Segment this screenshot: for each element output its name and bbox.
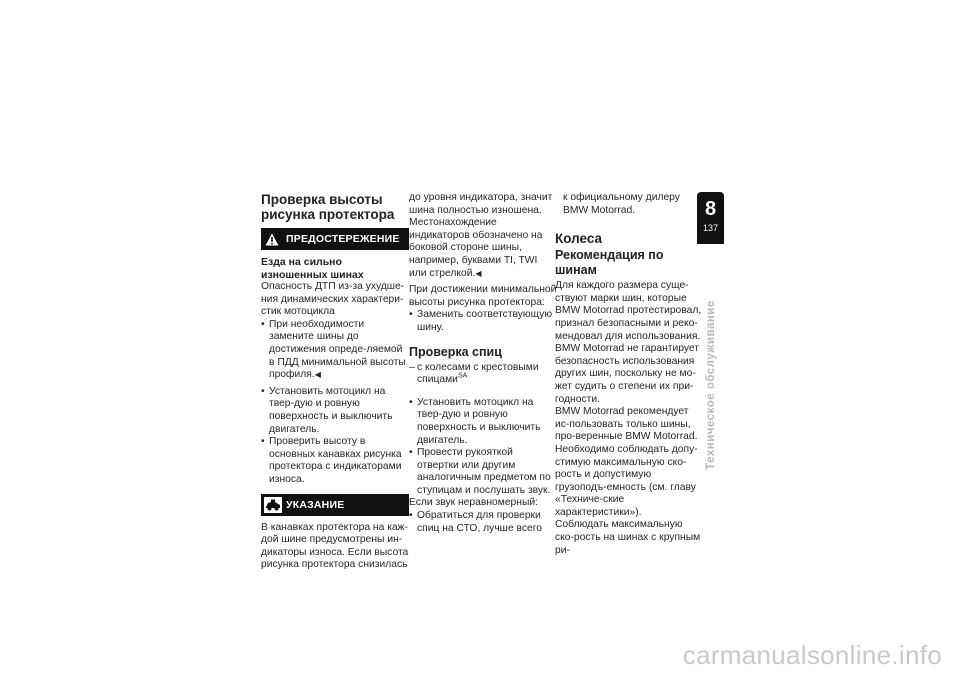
- watermark: carmanualsonline.info: [682, 640, 942, 670]
- chapter-tab: [697, 192, 724, 244]
- paragraph: Соблюдать максимальную ско-рость на шинах с крупным ри-: [555, 519, 701, 556]
- sa-mark: SA: [457, 372, 468, 380]
- paragraph: Необходимо соблюдать допу-стимую максимальную ско-рость и допустимую грузоподъ-емность (см. главу «Техниче-ские характеристики»).: [555, 443, 698, 518]
- list-item: • Провести рукояткой отвертки или другим аналогичным предметом по ступицам и послушать звук.: [409, 447, 557, 497]
- warning-text: Опасность ДТП из-за ухудше-ния динамических характери-стик мотоцикла: [261, 281, 405, 318]
- warning-label: ПРЕДОСТЕРЕЖЕНИЕ: [286, 233, 400, 245]
- column-2: [409, 192, 557, 535]
- list-item: • Установить мотоцикл на твер-дую и ровную поверхность и выключить двигатель.: [409, 397, 557, 447]
- column-1: [261, 192, 409, 572]
- note-car-icon: [264, 497, 282, 513]
- warning-triangle-icon: [261, 228, 283, 250]
- uneven-sound-text: Если звук неравномерный:: [409, 497, 538, 509]
- note-label: УКАЗАНИЕ: [286, 498, 345, 511]
- warning-title: Езда на сильно изношенных шинах: [261, 256, 364, 281]
- list-item: • Обратиться для проверки спиц на СТО, лучше всего: [409, 510, 557, 535]
- page-number: 137: [702, 223, 719, 233]
- warning-banner: [261, 228, 409, 250]
- note-text: В канавках протектора на каж-дой шине предусмотрены ин-дикаторы износа. Если высота рисунка протектора снизилась: [261, 521, 409, 571]
- list-item: • Проверить высоту в основных канавках рисунка протектора с индикаторами износа.: [261, 436, 409, 486]
- subheading-tire-recommendation: Рекомендация по шинам: [555, 248, 664, 278]
- min-tread-text: При достижении минимальной высоты рисунка протектора:: [409, 284, 557, 308]
- spoke-condition: – с колесами с крестовыми спицами$^{SA}$: [409, 362, 557, 387]
- paragraph: BMW Motorrad рекомендует ис-пользовать только шины, про-веренные BMW Motorrad.: [555, 406, 698, 443]
- chapter-number: 8: [704, 198, 717, 220]
- section-heading-spokes: Проверка спиц: [409, 344, 502, 359]
- dealer-text-cont: к официальному дилеру BMW Motorrad.: [563, 192, 680, 216]
- end-mark: ◀: [475, 268, 482, 278]
- note-banner: [261, 494, 409, 516]
- tread-text-cont: до уровня индикатора, значит шина полностью изношена. Местонахождение индикаторов обозначено на боковой стороне шины, например, буквами TI, TWI или стрелкой.◀: [409, 192, 553, 279]
- list-item: • Заменить соответствующую шину.: [409, 309, 557, 334]
- section-heading-wheels: Колеса: [555, 231, 603, 247]
- column-3: [555, 192, 703, 557]
- end-mark: ◀: [314, 370, 321, 380]
- paragraph: Для каждого размера суще-ствуют марки шин, которые BMW Motorrad протестировал, признал безопасными и реко-мендовал для использования. BMW Motorrad не гарантирует безопасность использования других шин, поскольку не мо-жет судить о степени их при-годности.: [555, 280, 702, 405]
- warning-bullet: • При необходимости замените шины до достижения опреде-ляемой в ПДД минимальной высоты профиля.◀: [261, 319, 409, 382]
- list-item: • Установить мотоцикл на твер-дую и ровную поверхность и выключить двигатель.: [261, 386, 409, 436]
- section-heading-tread: Проверка высоты рисунка протектора: [261, 192, 395, 222]
